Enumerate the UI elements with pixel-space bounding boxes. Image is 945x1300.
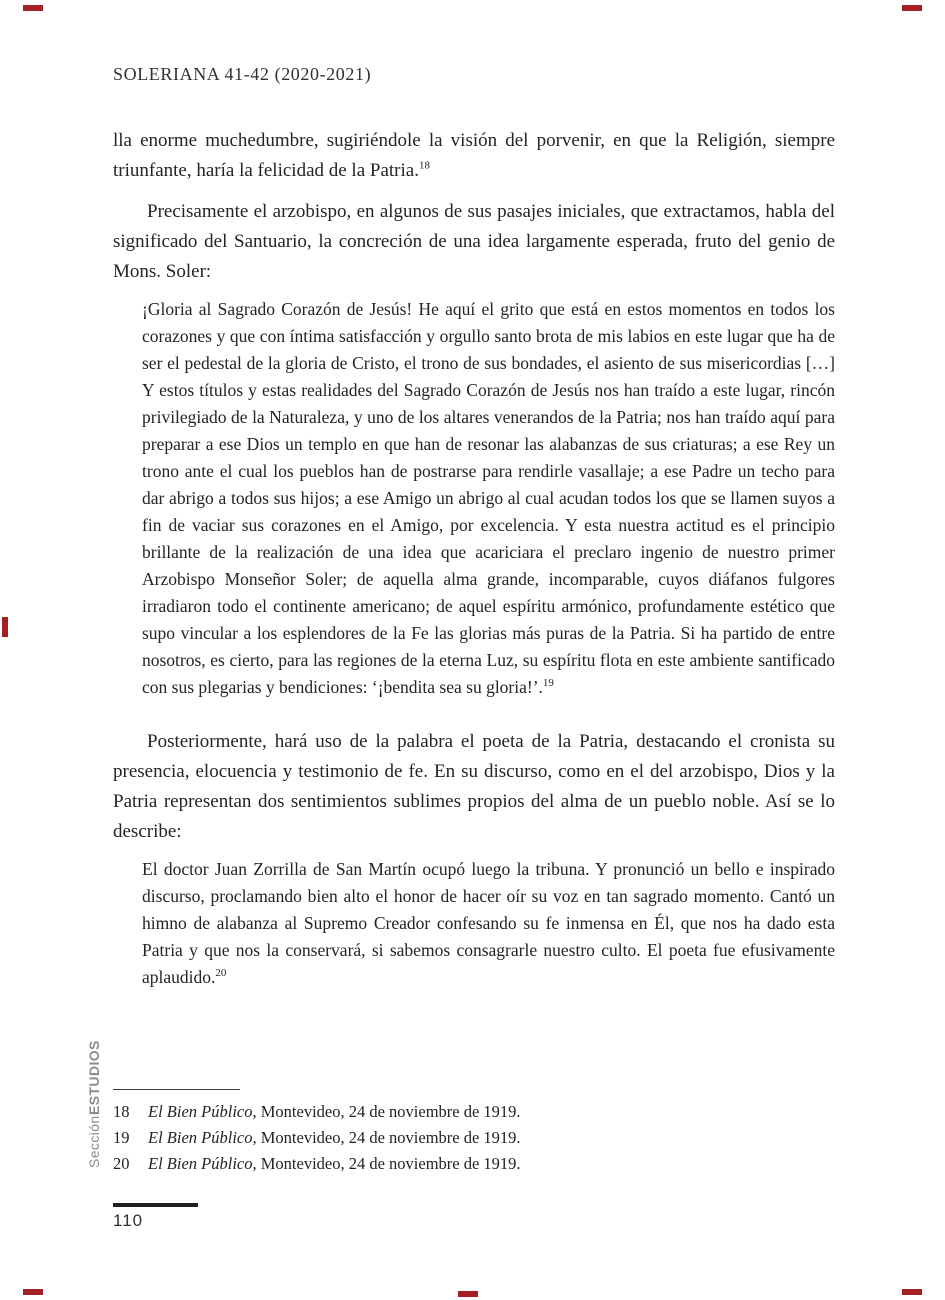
crop-mark-bottom-center xyxy=(458,1291,478,1297)
paragraph-lead xyxy=(113,197,835,287)
footnote-item xyxy=(113,1125,835,1151)
footnote-separator-rule xyxy=(113,1089,240,1090)
footnote-item xyxy=(113,1099,835,1125)
section-label xyxy=(82,1040,106,1168)
section-label-word: ESTUDIOS xyxy=(86,1040,102,1116)
crop-mark-bottom-right xyxy=(902,1289,922,1295)
crop-mark-top-left xyxy=(23,5,43,11)
paragraph-poet xyxy=(113,727,835,847)
footnote-source-title: El Bien Público xyxy=(148,1154,253,1173)
footnote-source-detail: , Montevideo, 24 de noviembre de 1919. xyxy=(252,1154,521,1173)
paragraph-poet-text: Posteriormente, hará uso de la palabra el poeta de la Patria, destacando el cronista su presencia, elocuencia y testimonio de fe. En su discurso, como en el del arzobispo, Dios y la Patria representan dos sentimientos sublimes propios del alma de un pueblo noble. Así se lo describe: xyxy=(113,731,835,842)
blockquote-archbishop-text: ¡Gloria al Sagrado Corazón de Jesús! He aquí el grito que está en estos momentos en todos los corazones y que con íntima satisfacción y orgullo santo brota de mis labios en este lugar que ha de ser el pedestal de la gloria de Cristo, el trono de sus bondades, el asiento de sus misericordias […] Y estos títulos y estas realidades del Sagrado Corazón de Jesús nos han traído a este lugar, rincón privilegiado de la Naturaleza, y uno de los altares venerandos de la Patria; nos han traído aquí para preparar a ese Dios un templo en que han de resonar las alabanzas de sus criaturas; a ese Rey un trono ante el cual los pueblos han de postrarse para rendirle vasallaje; a ese Padre un techo para dar abrigo a todos sus hijos; a ese Amigo un abrigo al cual acudan todos los que se llamen suyos a fin de vaciar sus corazones en el Amigo, por excelencia. Y esta nuestra actitud es el principio brillante de la realización de una idea que acariciara el preclaro ingenio de nuestro primer Arzobispo Monseñor Soler; de aquella alma grande, incomparable, cuyos diáfanos fulgores irradiaron todo el continente americano; de aquel espíritu armónico, profundamente estético que supo vincular a los esplendores de la Fe las glorias más puras de la Patria. Si ha partido de entre nosotros, es cierto, para las regiones de la eterna Luz, su espíritu flota en este ambiente santificado con sus plegarias y bendiciones: ‘¡bendita sea su gloria!’. xyxy=(142,299,835,697)
footnote-text xyxy=(148,1099,521,1125)
paragraph-continuation-text: lla enorme muchedumbre, sugiriéndole la visión del porvenir, en que la Religión, siempre triunfante, haría la felicidad de la Patria. xyxy=(113,130,835,181)
footnote-ref-18: 18 xyxy=(418,159,430,172)
footnote-source-detail: , Montevideo, 24 de noviembre de 1919. xyxy=(252,1128,521,1147)
running-head: SOLERIANA 41-42 (2020-2021) xyxy=(113,64,372,84)
section-label-prefix: Sección xyxy=(86,1115,102,1168)
footnote-ref-20: 20 xyxy=(215,967,227,980)
footnote-number: 19 xyxy=(113,1128,130,1147)
footnote-text xyxy=(148,1151,521,1177)
folio-rule xyxy=(113,1203,198,1207)
paragraph-continuation xyxy=(113,126,835,186)
crop-mark-bottom-left xyxy=(23,1289,43,1295)
footnote-text xyxy=(148,1125,521,1151)
blockquote-archbishop xyxy=(142,296,835,701)
blockquote-poet-text: El doctor Juan Zorrilla de San Martín ocupó luego la tribuna. Y pronunció un bello e inspirado discurso, proclamando bien alto el honor de hacer oír su voz en tan sagrado momento. Cantó un himno de alabanza al Supremo Creador confesando su fe inmensa en Él, que nos ha dado esta Patria y que nos la conservará, si sabemos consagrarle nuestro culto. El poeta fue efusivamente aplaudido. xyxy=(142,859,835,987)
crop-mark-left-center xyxy=(2,617,8,637)
footnotes-block xyxy=(113,1089,835,1177)
page-number: 110 xyxy=(113,1211,144,1230)
footnote-number: 18 xyxy=(113,1102,130,1121)
footnote-source-title: El Bien Público xyxy=(148,1128,253,1147)
footnote-number: 20 xyxy=(113,1154,130,1173)
crop-mark-top-right xyxy=(902,5,922,11)
footnote-ref-19: 19 xyxy=(542,677,554,690)
footnote-source-detail: , Montevideo, 24 de noviembre de 1919. xyxy=(252,1102,521,1121)
blockquote-poet xyxy=(142,856,835,991)
text-column xyxy=(113,126,835,991)
footnote-source-title: El Bien Público xyxy=(148,1102,253,1121)
footnote-item xyxy=(113,1151,835,1177)
paragraph-lead-text: Precisamente el arzobispo, en algunos de sus pasajes iniciales, que extractamos, habla del significado del Santuario, la concreción de una idea largamente esperada, fruto del genio de Mons. Soler: xyxy=(113,201,835,282)
